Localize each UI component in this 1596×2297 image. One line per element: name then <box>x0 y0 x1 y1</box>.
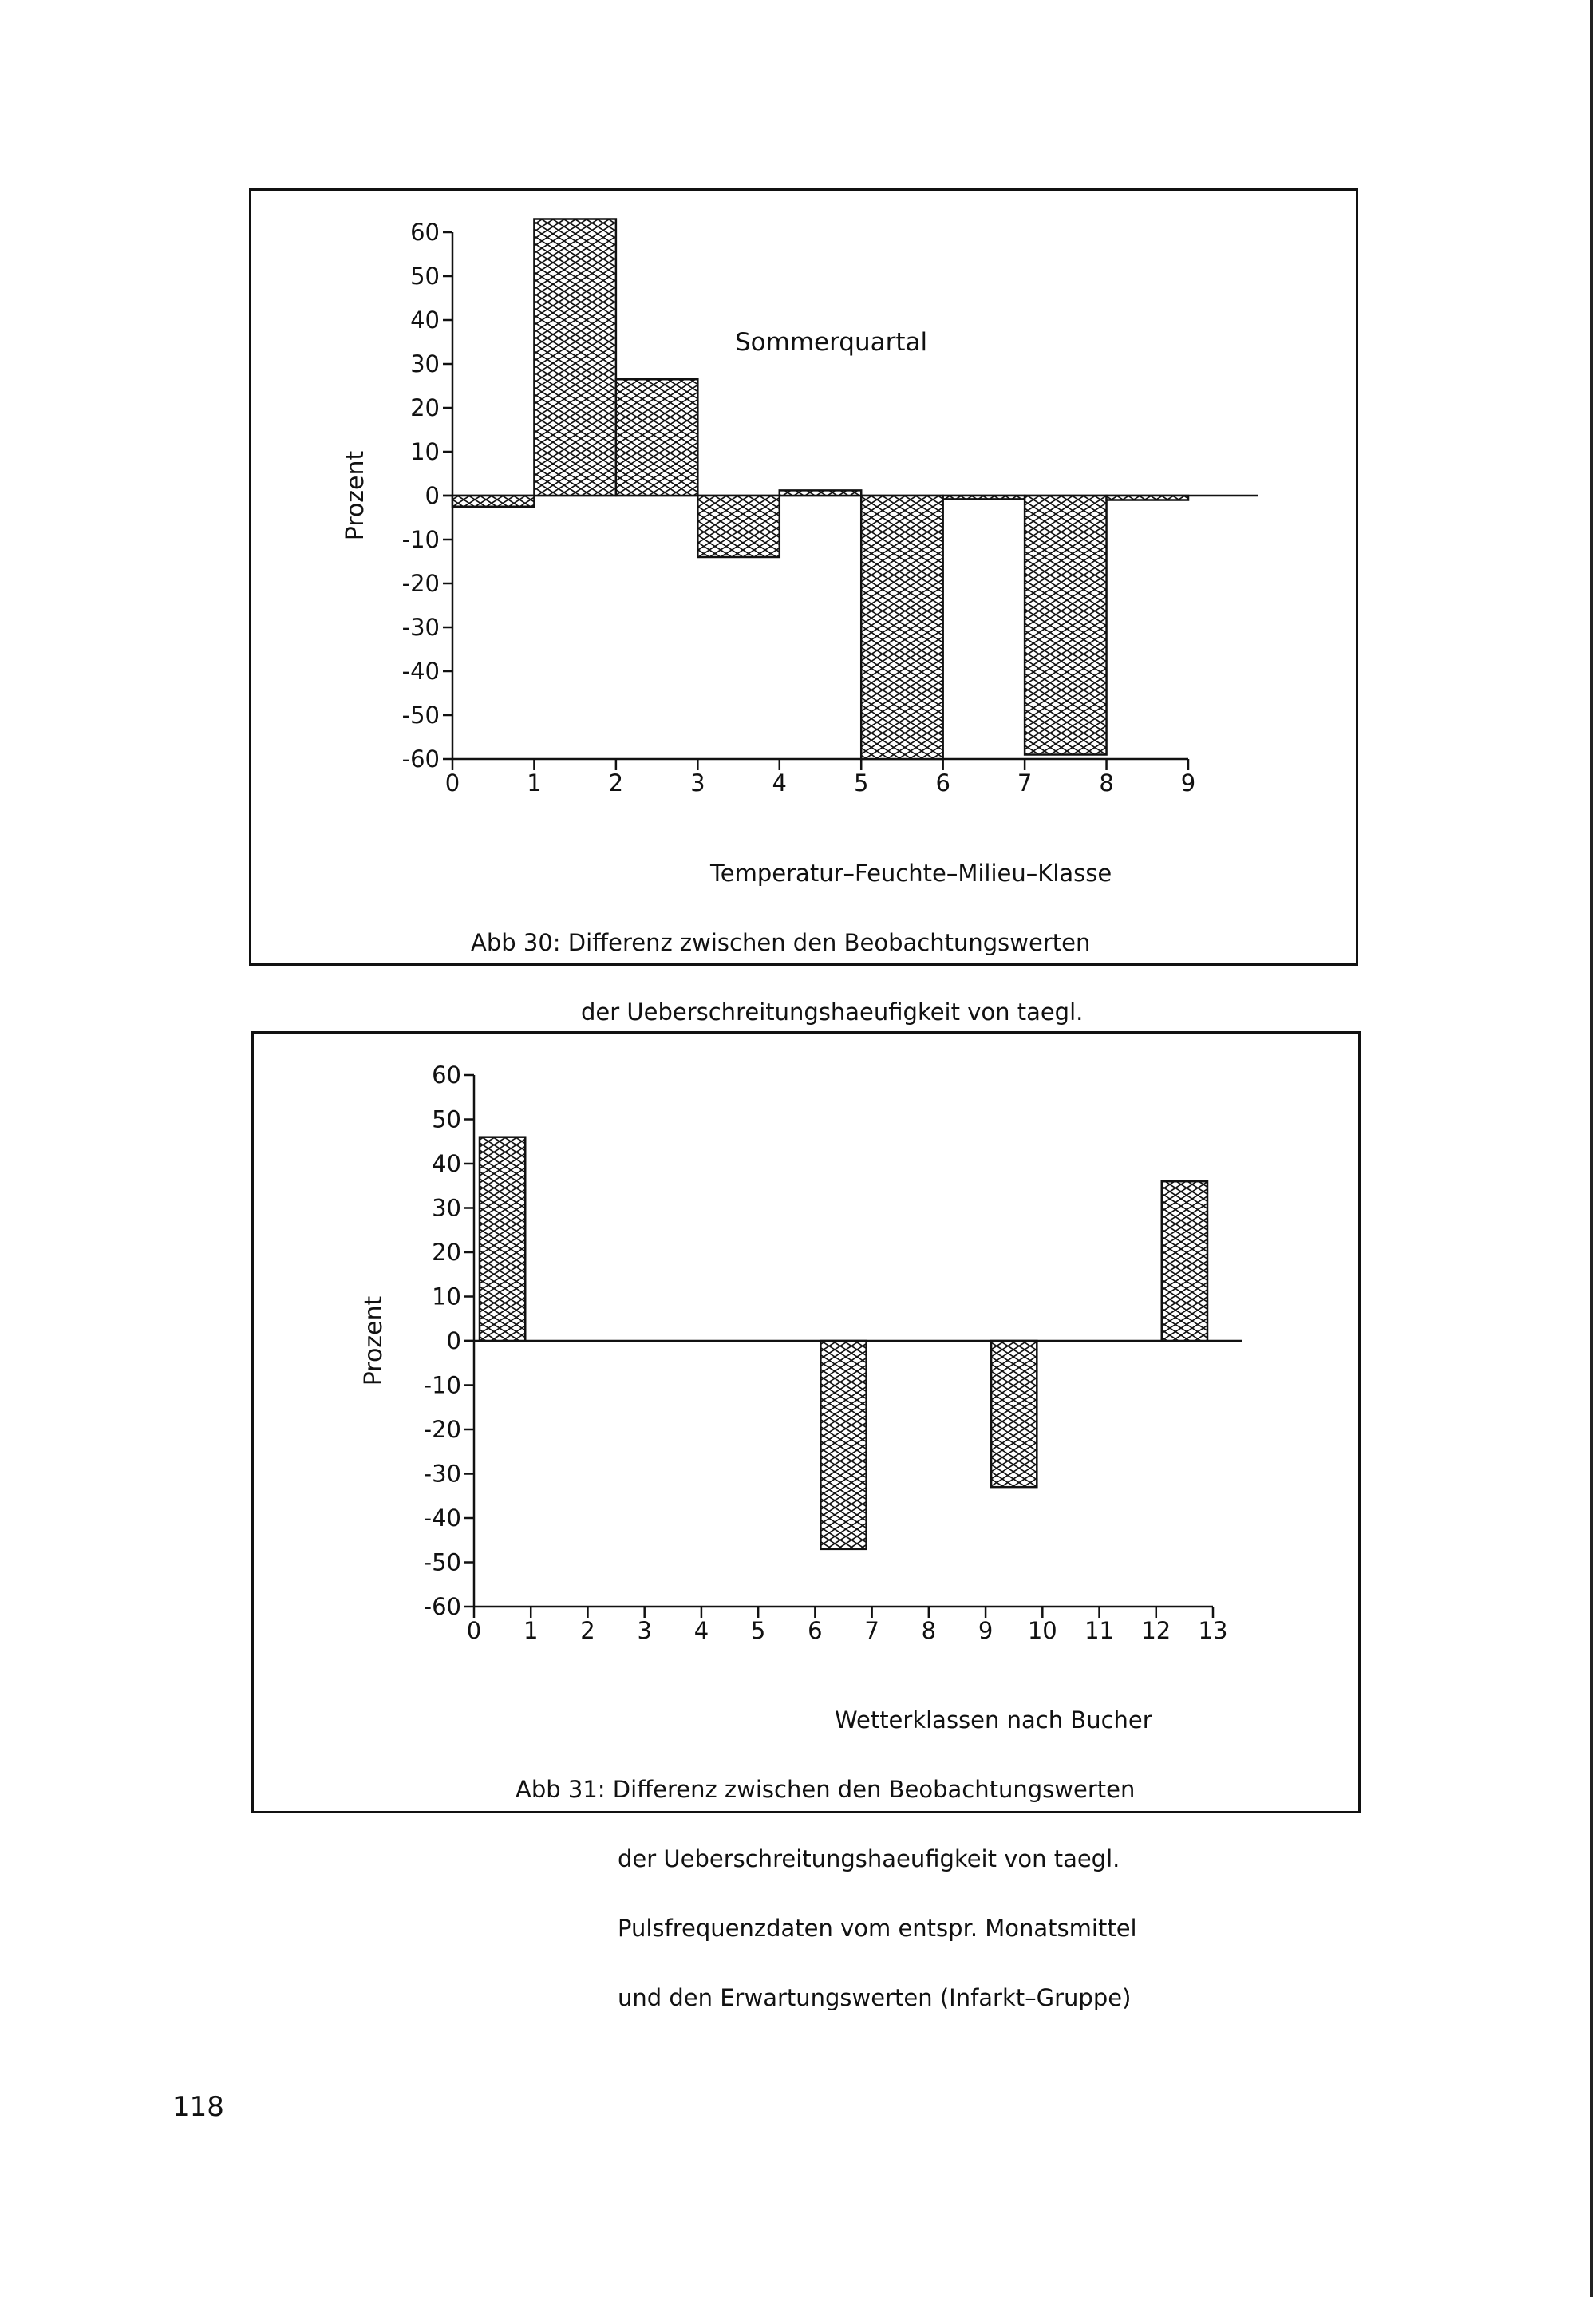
figure-abb30 <box>249 188 1358 1026</box>
bar-class-5 <box>780 490 861 496</box>
y-tick-label: 40 <box>432 1150 461 1177</box>
figure-abb31 <box>251 1031 1361 2011</box>
y-tick-label: -20 <box>401 570 440 597</box>
y-tick-label: -20 <box>423 1416 461 1443</box>
bar-class-1 <box>480 1137 525 1341</box>
x-tick-label: 5 <box>750 1617 766 1644</box>
bar-class-2 <box>534 219 615 496</box>
y-tick-label: 60 <box>410 219 440 246</box>
bar-class-3 <box>616 379 697 496</box>
x-tick-label: 8 <box>1099 769 1114 797</box>
y-tick-label: 0 <box>425 482 440 509</box>
x-tick-label: 11 <box>1084 1617 1114 1644</box>
y-tick-label: 40 <box>410 306 440 334</box>
caption-line-1: Abb 31: Differenz zwischen den Beobachtungswerten <box>516 1776 1136 1803</box>
y-tick-label: -60 <box>401 745 440 773</box>
x-tick-label: 7 <box>864 1617 879 1644</box>
chart-annotation: Sommerquartal <box>735 328 928 357</box>
y-tick-label: 60 <box>432 1062 461 1089</box>
y-tick-label: -10 <box>401 526 440 553</box>
y-tick-label: 50 <box>410 263 440 290</box>
y-axis-label: Prozent <box>342 450 369 541</box>
x-tick-label: 9 <box>978 1617 994 1644</box>
caption-line-2: der Ueberschreitungshaeufigkeit von taegl. <box>581 998 1084 1026</box>
xlabel-abb30: Temperatur–Feuchte–Milieu–Klasse <box>710 860 1112 887</box>
x-tick-label: 12 <box>1141 1617 1171 1644</box>
chart-plot-area <box>342 219 1258 797</box>
x-tick-label: 10 <box>1027 1617 1057 1644</box>
chart-plot-area <box>360 1062 1242 1644</box>
bar-class-13 <box>1162 1181 1207 1341</box>
y-tick-label: 20 <box>410 394 440 421</box>
x-tick-label: 1 <box>523 1617 539 1644</box>
bar-class-1 <box>452 496 534 507</box>
y-tick-label: 50 <box>432 1105 461 1133</box>
caption-abb31 <box>516 1662 1152 2056</box>
page-edge-line <box>1590 0 1593 2297</box>
y-tick-label: 20 <box>432 1239 461 1266</box>
bar-class-4 <box>697 496 779 557</box>
x-tick-label: 3 <box>637 1617 652 1644</box>
y-tick-label: -50 <box>401 702 440 729</box>
y-tick-label: -30 <box>401 614 440 641</box>
caption-line-3: Pulsfrequenzdaten vom entspr. Monatsmittel <box>618 1915 1137 1942</box>
x-tick-label: 3 <box>690 769 705 797</box>
y-axis-label: Prozent <box>360 1295 388 1386</box>
x-tick-label: 0 <box>466 1617 482 1644</box>
bar-class-8 <box>1025 496 1106 755</box>
x-tick-label: 6 <box>808 1617 823 1644</box>
bar-class-6 <box>861 496 942 759</box>
bar-class-7 <box>820 1341 866 1549</box>
bar-class-10 <box>991 1341 1037 1487</box>
y-tick-label: 30 <box>432 1194 461 1222</box>
x-tick-label: 13 <box>1198 1617 1228 1644</box>
x-tick-label: 5 <box>853 769 869 797</box>
x-tick-label: 2 <box>608 769 624 797</box>
y-tick-label: -40 <box>423 1504 461 1532</box>
xlabel-abb31: Wetterklassen nach Bucher <box>835 1706 1152 1734</box>
x-tick-label: 2 <box>580 1617 595 1644</box>
y-tick-label: 0 <box>446 1327 461 1354</box>
page-number: 118 <box>172 2091 224 2123</box>
caption-line-1: Abb 30: Differenz zwischen den Beobachtungswerten <box>471 929 1091 956</box>
x-tick-label: 4 <box>772 769 788 797</box>
x-tick-label: 8 <box>921 1617 937 1644</box>
x-tick-label: 6 <box>935 769 950 797</box>
y-tick-label: -60 <box>423 1593 461 1620</box>
caption-line-4: und den Erwartungswerten (Infarkt–Gruppe) <box>618 1984 1132 2011</box>
x-tick-label: 0 <box>444 769 460 797</box>
caption-line-2: der Ueberschreitungshaeufigkeit von taegl. <box>618 1845 1120 1872</box>
x-tick-label: 1 <box>527 769 542 797</box>
y-tick-label: -10 <box>423 1371 461 1399</box>
bar-class-9 <box>1107 496 1188 500</box>
y-tick-label: 10 <box>410 438 440 465</box>
y-tick-label: 30 <box>410 350 440 378</box>
x-tick-label: 9 <box>1180 769 1196 797</box>
y-tick-label: -40 <box>401 658 440 685</box>
y-tick-label: -30 <box>423 1460 461 1488</box>
x-tick-label: 7 <box>1017 769 1033 797</box>
x-tick-label: 4 <box>693 1617 709 1644</box>
y-tick-label: 10 <box>432 1283 461 1311</box>
bar-class-7 <box>943 496 1025 499</box>
y-tick-label: -50 <box>423 1548 461 1576</box>
